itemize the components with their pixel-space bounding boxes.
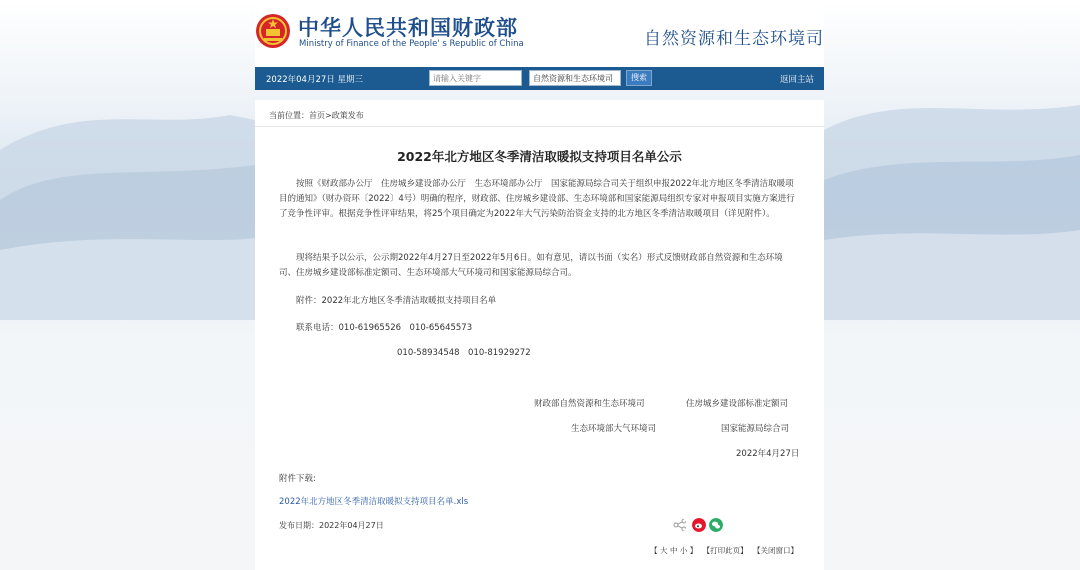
contact-phone-line-1: 联系电话：010-61965526 010-65645573 xyxy=(296,323,473,333)
department-name[interactable]: 自然资源和生态环境司 xyxy=(644,29,824,49)
share-bar xyxy=(673,518,733,534)
contact-phone-line-2: 010-58934548 010-81929272 xyxy=(397,348,531,358)
download-label: 附件下载: xyxy=(279,474,316,484)
close-window-link[interactable]: 【关闭窗口】 xyxy=(753,546,798,555)
attachment-note: 附件：2022年北方地区冬季清洁取暖拟支持项目名单 xyxy=(296,296,497,306)
font-size-switch[interactable]: 【 大 中 小 】 xyxy=(650,546,698,555)
article-panel xyxy=(255,100,824,570)
weibo-icon[interactable] xyxy=(692,518,706,532)
signer-energy: 国家能源局综合司 xyxy=(721,424,790,434)
breadcrumb[interactable]: 当前位置：首页>政策发布 xyxy=(269,111,364,120)
attachment-download-link[interactable]: 2022年北方地区冬季清洁取暖拟支持项目名单.xls xyxy=(279,497,469,507)
article-paragraph-1: 按照《财政部办公厅 住房城乡建设部办公厅 生态环境部办公厅 国家能源局综合司关于组织申报2022年北方地区冬季清洁取暖项目的通知》（财办资环〔2022〕4号）明确的程序，财政部、住房城乡建设部、生态环境部和国家能源局组织专家对申报项目实施方案进行了竞争性评审。根据竞争性评审结果，将25个项目确定为2022年大气污染防治资金支持的北方地区冬季清洁取暖项目（详见附件）。 xyxy=(279,179,795,219)
top-navbar xyxy=(255,67,824,90)
search-scope-select[interactable]: 自然资源和生态环境司 xyxy=(529,70,621,86)
article-title: 2022年北方地区冬季清洁取暖拟支持项目名单公示 xyxy=(397,149,682,164)
publish-date: 发布日期：2022年04月27日 xyxy=(279,521,384,530)
site-name-cn[interactable]: 中华人民共和国财政部 xyxy=(298,16,518,40)
site-header xyxy=(255,0,824,67)
print-page-link[interactable]: 【打印此页】 xyxy=(702,546,748,555)
wechat-icon[interactable] xyxy=(709,518,723,532)
current-date: 2022年04月27日 星期三 xyxy=(266,75,363,85)
site-name-en: Ministry of Finance of the People' s Republic of China xyxy=(299,39,524,49)
article-paragraph-2: 现将结果予以公示，公示期2022年4月27日至2022年5月6日。如有意见，请以书面（实名）形式反馈财政部自然资源和生态环境司、住房城乡建设部标准定额司、生态环境部大气环境司和国家能源局综合司。 xyxy=(279,253,783,278)
signer-finance: 财政部自然资源和生态环境司 xyxy=(534,399,645,409)
signer-housing: 住房城乡建设部标准定额司 xyxy=(686,399,789,409)
search-button[interactable]: 搜索 xyxy=(626,70,652,86)
page-tools xyxy=(647,545,798,556)
signer-ecology: 生态环境部大气环境司 xyxy=(571,424,657,434)
search-input[interactable] xyxy=(429,70,522,86)
sign-date: 2022年4月27日 xyxy=(736,449,800,459)
page-container xyxy=(255,0,824,570)
return-home-link[interactable]: 返回主站 xyxy=(779,75,814,85)
breadcrumb-divider xyxy=(255,126,824,127)
national-emblem-icon[interactable] xyxy=(255,12,291,50)
share-icon[interactable] xyxy=(673,518,687,532)
